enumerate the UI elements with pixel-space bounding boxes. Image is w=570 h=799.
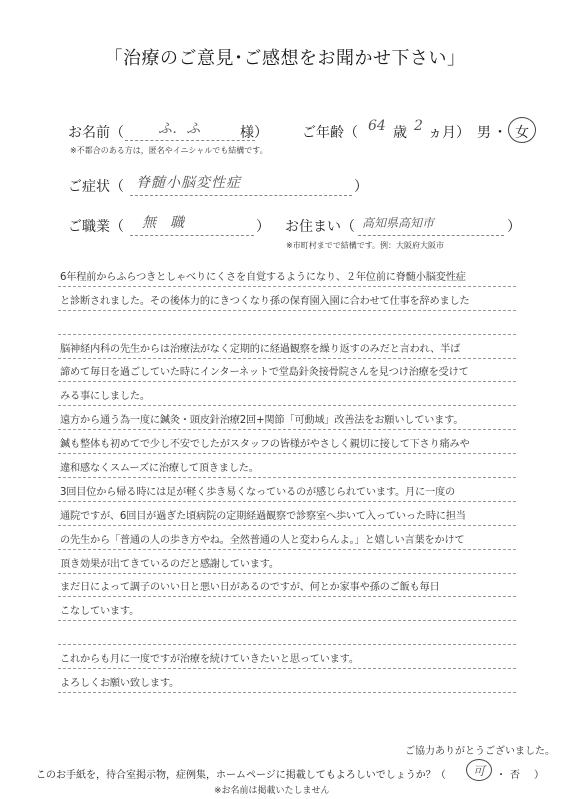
testimonial-line	[58, 430, 516, 454]
age-years-unit: 歳	[393, 125, 407, 141]
testimonial-line	[58, 669, 516, 693]
symptom-underline	[130, 195, 352, 196]
testimonial-line	[58, 597, 516, 621]
testimonial-text: 鍼も整体も初めてで少し不安でしたがスタッフの皆様がやさしく親切に接して下さり痛みや	[60, 439, 470, 451]
testimonial-text: 3回目位から帰る時には足が軽く歩き易くなっているのが感じられています。月に一度の	[60, 486, 455, 498]
age-label: ご年齢（	[302, 125, 358, 141]
job-underline	[130, 235, 254, 236]
publish-close: ）	[534, 770, 544, 781]
testimonial-text: の先生から「普通の人の歩き方やね。全然普通の人と変わらんよ。」と嬉しい言葉をかけて	[60, 534, 465, 546]
job-value[interactable]: 無 職	[142, 215, 184, 231]
testimonial-line	[58, 263, 516, 287]
testimonial-line	[58, 526, 516, 550]
testimonial-line	[58, 478, 516, 502]
age-months-value[interactable]: 2	[414, 118, 423, 134]
testimonial-line	[58, 550, 516, 574]
testimonial-text: 諦めて毎日を過ごしていた時にインターネットで堂島針灸接骨院さんを見つけ治療を受けて	[60, 367, 469, 379]
testimonial-line	[58, 382, 516, 406]
testimonial-line	[58, 287, 516, 311]
name-label: お名前（	[68, 125, 124, 141]
name-note: ※不都合のある方は，匿名やイニシャルでも結構です。	[70, 146, 268, 155]
testimonial-text: よろしくお願い致します。	[60, 677, 180, 689]
address-note: ※市町村までで結構です。例：大阪府大阪市	[286, 241, 445, 250]
publish-note: ※お名前は掲載いたしません	[214, 786, 330, 796]
testimonial-text: 脳神経内科の先生からは治療法がなく定期的に経過観察を繰り返すのみだと言われ、半ば	[60, 343, 461, 355]
testimonial-text: 通院ですが、6回目が過ぎた頃病院の定期経過観察で診察室へ歩いて入っていった時に担当	[60, 510, 466, 522]
address-value[interactable]: 高知県高知市	[362, 216, 435, 230]
address-underline	[358, 235, 504, 236]
symptom-close: ）	[354, 179, 368, 195]
testimonial-area	[58, 263, 516, 693]
age-years-value[interactable]: 64	[368, 118, 386, 134]
symptom-label: ご症状（	[68, 179, 124, 195]
gender-separator: ・	[493, 125, 507, 141]
testimonial-text: 違和感なくスムーズに治療して頂きました。	[60, 462, 259, 474]
publish-no[interactable]: 否	[510, 770, 520, 781]
thanks-text: ご協力ありがとうございました。	[405, 746, 555, 757]
testimonial-line	[58, 406, 516, 430]
testimonial-line	[58, 574, 516, 598]
publish-yes[interactable]: 可	[473, 764, 486, 778]
testimonial-line	[58, 454, 516, 478]
publish-yes-circle	[466, 759, 492, 781]
testimonial-line	[58, 502, 516, 526]
testimonial-text: 遠方から通う為一度に鍼灸・頭皮針治療2回+関節「可動域」改善法をお願いしています。	[60, 415, 464, 427]
testimonial-text: これからも月に一度ですが治療を続けていきたいと思っています。	[60, 654, 359, 666]
age-months-unit: ヵ月）	[428, 125, 470, 141]
publish-question: このお手紙を，待合室掲示物，症例集，ホームページに掲載してもよろしいでしょうか？（	[36, 770, 446, 781]
page-title: 「治療のご意見･ご感想をお聞かせ下さい」	[104, 48, 466, 69]
address-label: お住まい（	[285, 219, 355, 235]
address-close: ）	[507, 219, 521, 235]
job-label: ご職業（	[68, 219, 124, 235]
testimonial-text: こなしています。	[60, 606, 140, 618]
testimonial-text: まだ日によって調子のいい日と悪い日があるのですが、何とか家事や孫のご飯も毎日	[60, 582, 440, 594]
name-value[interactable]: ふ．ふ	[158, 121, 201, 137]
name-underline	[125, 140, 255, 141]
name-suffix: 様）	[240, 125, 268, 141]
gender-female[interactable]: 女	[515, 125, 529, 141]
publish-separator: ・	[496, 770, 506, 781]
gender-female-circle	[508, 117, 536, 143]
testimonial-line	[58, 645, 516, 669]
gender-male[interactable]: 男	[477, 125, 491, 141]
testimonial-line	[58, 359, 516, 383]
testimonial-text: みる事にしました。	[60, 391, 150, 403]
testimonial-line	[58, 621, 516, 645]
testimonial-text: 頂き効果が出てきているのだと感謝しています。	[60, 558, 279, 570]
symptom-value[interactable]: 脊髄小脳変性症	[136, 175, 241, 191]
testimonial-line	[58, 335, 516, 359]
testimonial-line	[58, 311, 516, 335]
job-close: ）	[256, 219, 270, 235]
testimonial-text: 6年程前からふらつきとしゃべりにくさを自覚するようになり、２年位前に脊髄小脳変性症	[60, 271, 466, 283]
testimonial-text: と診断されました。その後体力的にきつくなり孫の保育園入園に合わせて仕事を辞めました	[60, 295, 470, 307]
